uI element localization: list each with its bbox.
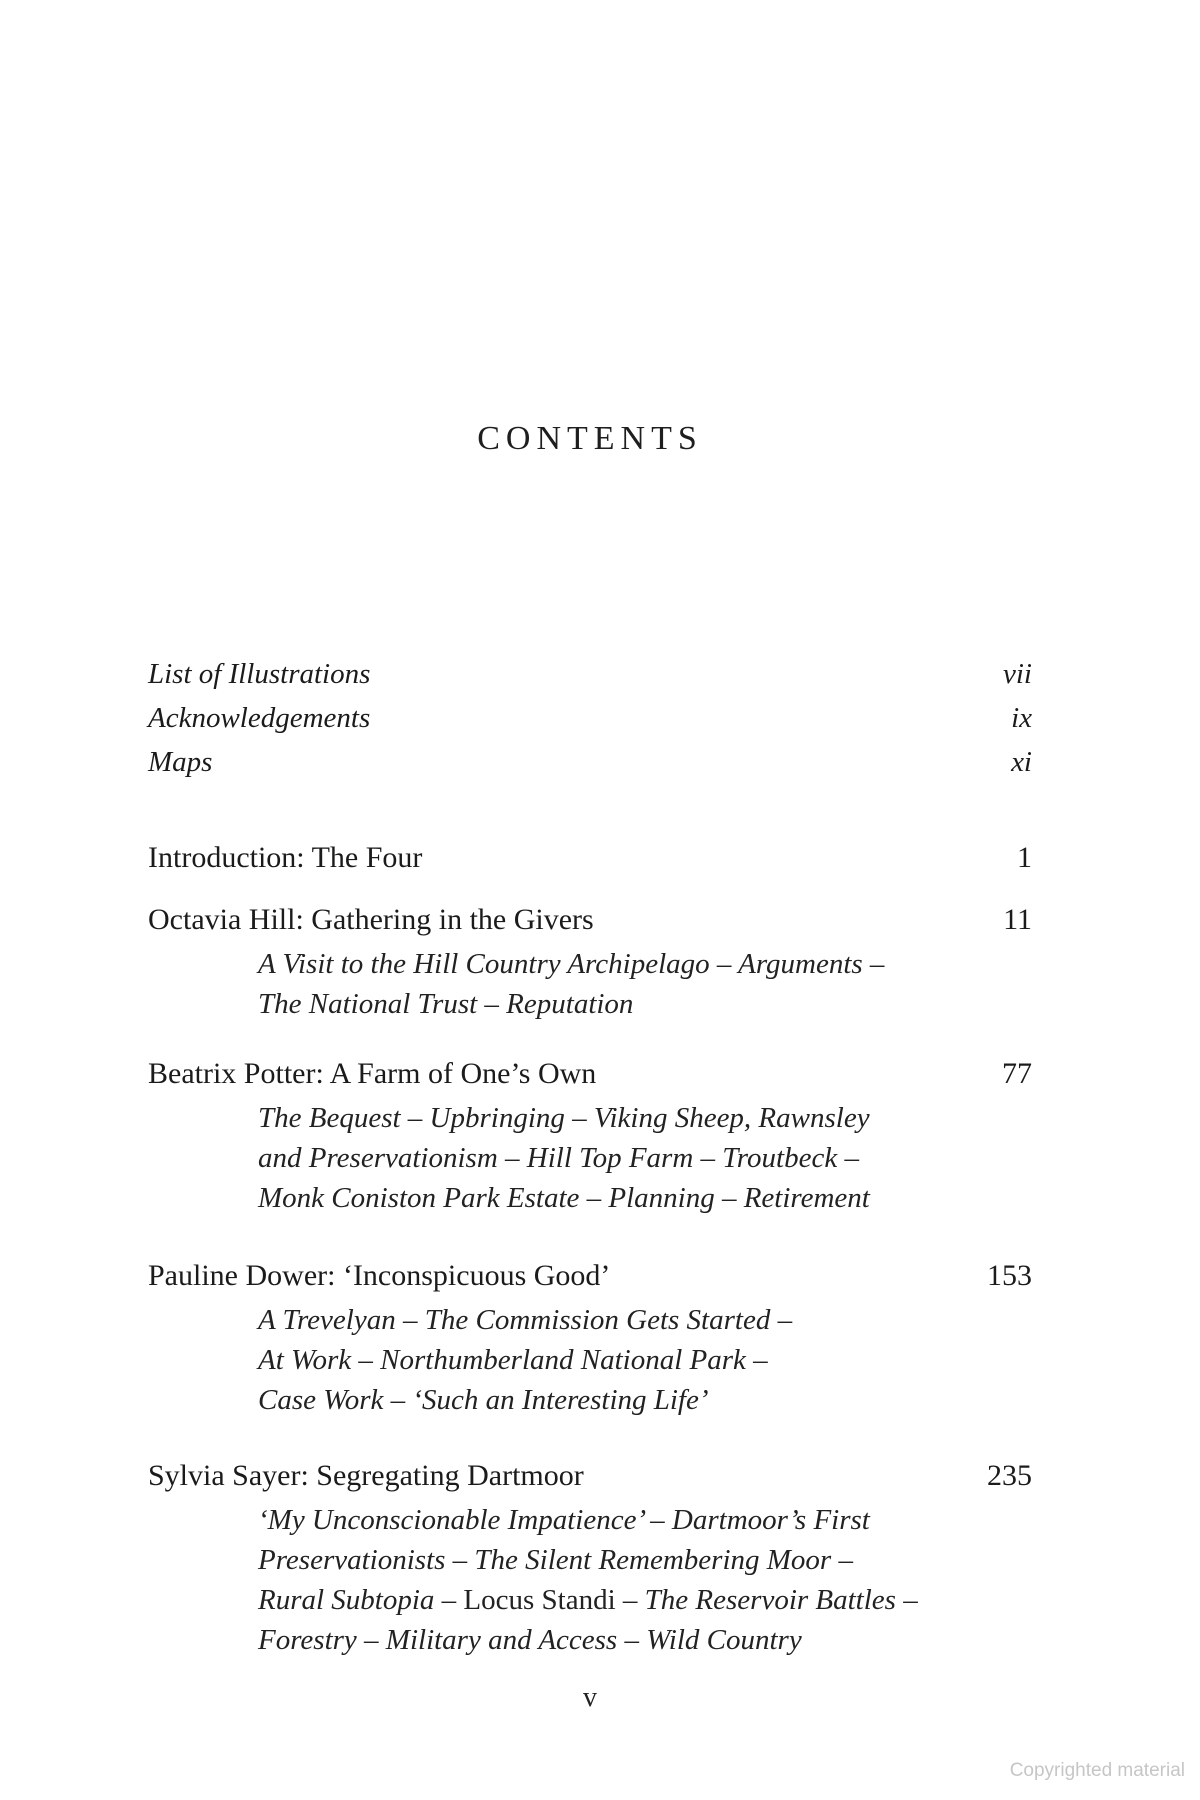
subtitle-line: Forestry – Military and Access – Wild Country [258, 1624, 802, 1656]
chapter-subtitle [148, 1500, 1032, 1660]
subtitle-segment-roman: Locus Standi [463, 1584, 616, 1616]
front-matter-row [148, 652, 1032, 696]
subtitle-line: Case Work – ‘Such an Interesting Life’ [258, 1384, 709, 1416]
chapter-subtitle [148, 944, 1032, 1024]
subtitle-line: At Work – Northumberland National Park – [258, 1344, 768, 1376]
subtitle-line [258, 1580, 1032, 1620]
subtitle-segment-italic: Rural Subtopia – [258, 1584, 464, 1616]
front-matter-label: List of Illustrations [148, 658, 371, 690]
chapter-page-number: 1 [1017, 841, 1032, 874]
front-matter-page-number: xi [1011, 746, 1032, 778]
toc-entry-sylvia-sayer [148, 1454, 1032, 1660]
front-matter-section [148, 652, 1032, 784]
chapter-subtitle [148, 1300, 1032, 1420]
chapter-title-row [148, 1454, 1032, 1498]
toc-entry-octavia-hill [148, 898, 1032, 1024]
chapter-title-row [148, 1254, 1032, 1298]
chapter-title-row [148, 1052, 1032, 1096]
subtitle-line: ‘My Unconscionable Impatience’ – Dartmoor’s First [258, 1504, 870, 1536]
toc-entry-pauline-dower [148, 1254, 1032, 1420]
subtitle-line: A Trevelyan – The Commission Gets Started – [258, 1304, 793, 1336]
toc-entry-beatrix-potter [148, 1052, 1032, 1218]
front-matter-row [148, 696, 1032, 740]
chapter-title: Beatrix Potter: A Farm of One’s Own [148, 1057, 597, 1090]
subtitle-line: Preservationists – The Silent Remembering Moor – [258, 1544, 853, 1576]
copyright-watermark: Copyrighted material [1009, 1760, 1185, 1781]
subtitle-line: Monk Coniston Park Estate – Planning – Retirement [258, 1182, 870, 1214]
chapter-page-number: 235 [987, 1459, 1032, 1492]
chapter-subtitle [148, 1098, 1032, 1218]
chapter-page-number: 153 [987, 1259, 1032, 1292]
folio-page-number: v [583, 1682, 597, 1713]
chapter-title: Pauline Dower: ‘Inconspicuous Good’ [148, 1259, 611, 1292]
chapter-title: Introduction: The Four [148, 841, 423, 874]
subtitle-line: A Visit to the Hill Country Archipelago – Arguments – [258, 948, 885, 980]
chapter-title-row [148, 898, 1032, 942]
chapter-page-number: 77 [1002, 1057, 1032, 1090]
chapter-title-row [148, 836, 1032, 880]
subtitle-line: and Preservationism – Hill Top Farm – Troutbeck – [258, 1142, 859, 1174]
chapter-title: Octavia Hill: Gathering in the Givers [148, 903, 594, 936]
page-title: CONTENTS [477, 420, 703, 457]
front-matter-row [148, 740, 1032, 784]
subtitle-line: The National Trust – Reputation [258, 988, 634, 1020]
front-matter-label: Acknowledgements [148, 702, 371, 734]
chapter-title: Sylvia Sayer: Segregating Dartmoor [148, 1459, 584, 1492]
front-matter-label: Maps [148, 746, 213, 778]
subtitle-segment-italic: – The Reservoir Battles – [615, 1584, 918, 1616]
toc-column [148, 652, 1032, 1660]
chapter-page-number: 11 [1003, 903, 1032, 936]
toc-entry-introduction [148, 836, 1032, 880]
subtitle-line: The Bequest – Upbringing – Viking Sheep, Rawnsley [258, 1102, 870, 1134]
front-matter-page-number: ix [1011, 702, 1032, 734]
front-matter-page-number: vii [1003, 658, 1032, 690]
